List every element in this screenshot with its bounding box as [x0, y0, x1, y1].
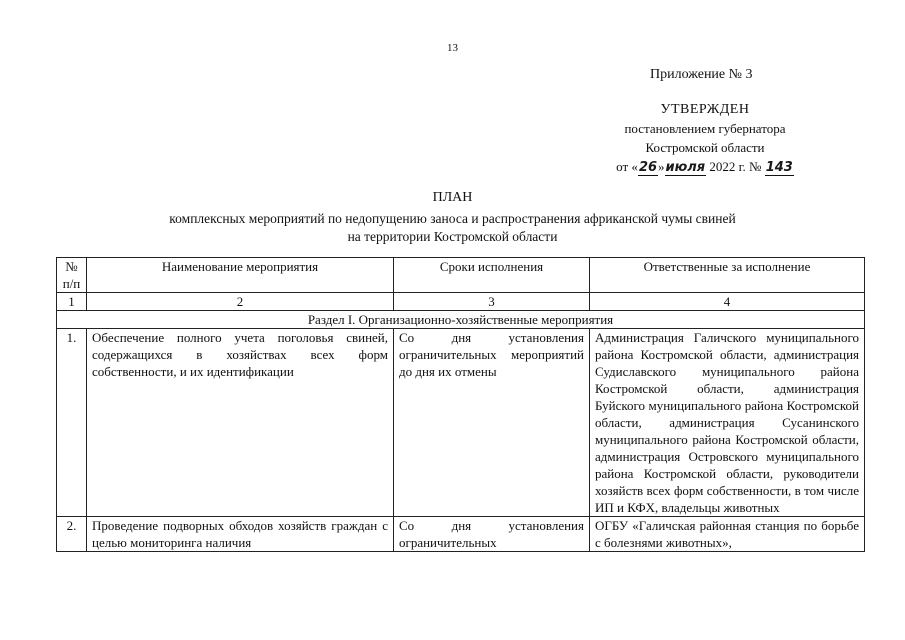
- appendix-label: Приложение № 3: [650, 67, 753, 82]
- header-no: № п/п: [57, 258, 87, 293]
- column-number: 2: [87, 293, 394, 311]
- plan-subtitle-line-1: комплексных мероприятий по недопущению заноса и распространения африканской чумы свиней: [169, 211, 736, 226]
- row-terms: Со дня установления ограничительных мероприятий до дня их отмены: [394, 329, 590, 517]
- handwritten-day: 26: [638, 160, 658, 175]
- plan-table: [56, 257, 865, 552]
- date-mid: »: [658, 159, 665, 174]
- date-prefix: от «: [616, 159, 638, 174]
- header-terms: Сроки исполнения: [394, 258, 590, 293]
- approval-line-2: Костромской области: [645, 140, 765, 155]
- column-number: 4: [590, 293, 865, 311]
- row-responsible: Администрация Галичского муниципального района Костромской области, администрация Судиславского муниципального района Костромской области, администрация Буйского муниципального района Костромской области, администрация Сусанинского муниципального района Костромской области, администрация Островского муниципального района Костромской области, руководители хозяйств всех форм собственности, в том числе ИП и КФХ, владельцы животных: [590, 329, 865, 517]
- header-responsible: Ответственные за исполнение: [590, 258, 865, 293]
- table-row: [57, 329, 865, 517]
- row-terms: Со дня установления ограничительных: [394, 517, 590, 552]
- page-number: 13: [447, 42, 458, 54]
- row-name: Обеспечение полного учета поголовья свиней, содержащихся в хозяйствах всех форм собственности, и их идентификации: [87, 329, 394, 517]
- row-responsible: ОГБУ «Галичская районная станция по борьбе с болезнями животных»,: [590, 517, 865, 552]
- decree-date-line: [600, 157, 810, 177]
- handwritten-month: июля: [665, 160, 706, 175]
- approval-heading: УТВЕРЖДЕН: [660, 102, 750, 117]
- column-number-row: [57, 293, 865, 311]
- row-number: 1.: [57, 329, 87, 517]
- handwritten-number: 143: [765, 160, 793, 175]
- section-title: Раздел I. Организационно-хозяйственные мероприятия: [57, 311, 865, 329]
- table-row: [57, 517, 865, 552]
- header-row: [57, 258, 865, 293]
- section-row: [57, 311, 865, 329]
- plan-subtitle-line-2: на территории Костромской области: [347, 229, 558, 244]
- row-name: Проведение подворных обходов хозяйств граждан с целью мониторинга наличия: [87, 517, 394, 552]
- plan-title: ПЛАН: [432, 190, 473, 205]
- header-name: Наименование мероприятия: [87, 258, 394, 293]
- approval-line-1: постановлением губернатора: [624, 121, 786, 136]
- column-number: 1: [57, 293, 87, 311]
- row-number: 2.: [57, 517, 87, 552]
- column-number: 3: [394, 293, 590, 311]
- approval-block: [600, 100, 810, 177]
- year-suffix: 2022 г. №: [706, 159, 765, 174]
- plan-subtitle: [120, 210, 785, 246]
